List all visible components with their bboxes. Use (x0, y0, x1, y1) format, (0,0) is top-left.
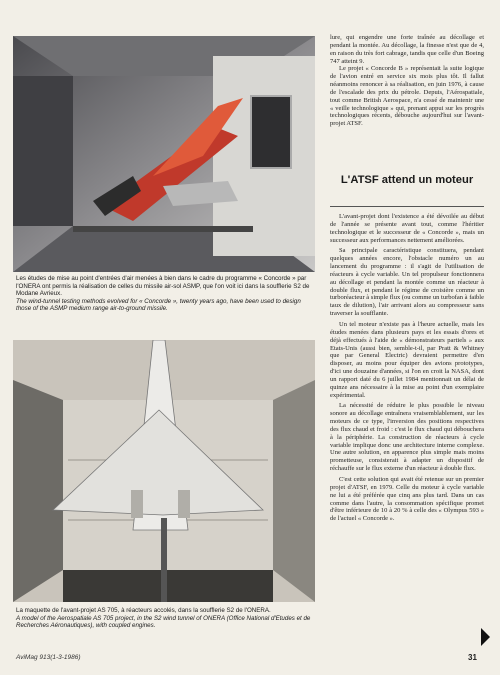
body-paragraph-5: C'est cette solution qui avait été retenue sur un premier projet d'ATSF, en 1979. Celle du moteur à cycle variable ne lui a été préférée que cinq ans plus tard. Dans un cas comme dans l'autre, la consommation spécifique promet d'être inférieure de 10 à 20 % à celle des « Olympus 593 » de l'actuel « Concorde ». (330, 476, 484, 523)
intro-paragraph-2: Le projet « Concorde B » représentait la suite logique de l'avion entré en service six mois plus tôt. Il fallut néanmoins renoncer à sa réalisation, en juin 1976, à cause de l'escalade des prix du pétrole. Depuis, l'Aérospatiale, tout comme British Aerospace, n'a cessé de maintenir une « veille technologique » qui, prenant appui sur les progrès technologiques récents, débouche aujourd'hui sur l'avant-projet ATSF. (330, 65, 484, 128)
as705-model-image (13, 340, 315, 602)
section-heading: L'ATSF attend un moteur (340, 174, 474, 186)
caption-english: A model of the Aerospatiale AS 705 project, in the S2 wind tunnel of ONERA (Office National d'Etudes et de Recherches Aéronautiques), with coupled engines. (16, 614, 311, 630)
magazine-reference: AviMag 913(1-3-1986) (16, 654, 81, 661)
article-intro-column (330, 34, 484, 128)
wind-tunnel-photo-as705 (13, 340, 315, 602)
heading-divider (330, 206, 484, 207)
caption-french: Les études de mise au point d'entrées d'air menées à bien dans le cadre du programme « Concorde » par l'ONERA ont permis la réalisation de celles du missile air-sol ASMP, que l'on voit ici dans la soufflerie S2 de Modane Avrieux. (16, 275, 310, 298)
body-paragraph-1: L'avant-projet dont l'existence a été dévoilée au début de l'année se présente avant tout, comme l'héritier technologique et le successeur de « Concorde », mais un successeur aux performances nettement améliorées. (330, 213, 484, 244)
caption-english: The wind-tunnel testing methods evolved for « Concorde », twenty years ago, have been used to design those of the ASMP medium range air-to-ground missile. (16, 297, 301, 313)
concorde-model-image (13, 36, 315, 272)
intro-paragraph-1: lure, qui engendre une forte traînée au décollage et pendant la montée. Au décollage, la finesse n'est que de 4, en raison du très fort cabrage, tandis que celle d'un Boeing 747 atteint 9. (330, 34, 484, 65)
page-number: 31 (468, 653, 477, 662)
wind-tunnel-photo-concorde (13, 36, 315, 272)
photo-caption-2 (16, 607, 314, 630)
article-body-column (330, 213, 484, 526)
body-paragraph-2: Sa principale caractéristique constituera, pendant quelques années encore, l'obstacle numéro un au lancement du programme : il s'agit de l'utilisation de réacteurs à cycle variable. Un tel propulseur fonctionnera au décollage et pendant la montée comme un réacteur à double flux, et pendant le régime de croisière comme un turboréacteur à simple flux (ou comme un turbofan à faible taux de dilution), l'air arrivant alors au compresseur sans traverser la soufflante. (330, 247, 484, 318)
body-paragraph-4: La nécessité de réduire le plus possible le niveau sonore au décollage entraînera vraisemblablement, sur les moteurs de ce type, l'inversion des positions respectives des flux chaud et froid : c'est le flux chaud qui débouchera à la périphérie. La construction de réacteurs à cycle variable implique donc une architecture interne complexe. Une autre solution, en apparence plus simple mais moins prometteuse, consisterait à adapter un dispositif de réchauffe sur le flux externe d'un réacteur à double flux. (330, 402, 484, 473)
caption-french: La maquette de l'avant-projet AS 705, à réacteurs accolés, dans la soufflerie S2 de l'ONERA. (16, 607, 271, 614)
body-paragraph-3: Un tel moteur n'existe pas à l'heure actuelle, mais les études menées dans plusieurs pays et les essais d'ores et déjà effectués à l'aide de « démonstrateurs partiels » aux Etats-Unis (aussi bien, semble-t-il, par Pratt & Whitney que par General Electric) devraient permettre d'en disposer, au moins pour équiper des avions prototypes, d'ici une douzaine d'années, si l'on en croit la NASA, dont un rapport daté du 6 juillet 1984 mentionnait un délai de quinze ans nécessaire à la mise au point d'un exemplaire expérimental. (330, 320, 484, 399)
photo-caption-1 (16, 275, 314, 313)
next-page-arrow-icon (481, 628, 490, 646)
